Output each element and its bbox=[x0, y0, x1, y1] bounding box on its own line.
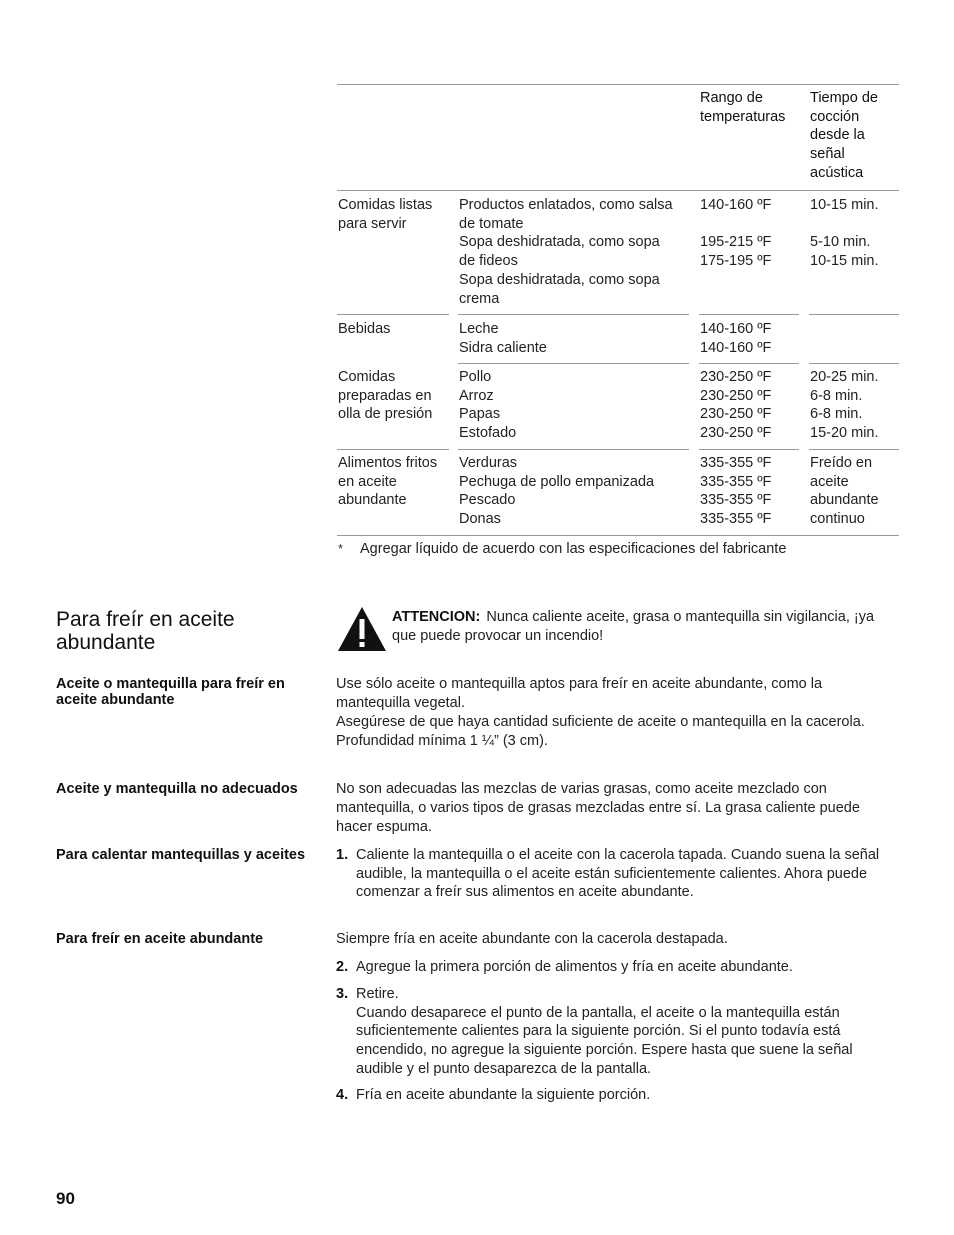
step-number: 4. bbox=[336, 1087, 349, 1103]
warning-label: ATTENCION: bbox=[392, 609, 481, 625]
oil-paragraph: Use sólo aceite o mantequilla aptos para freír en aceite abundante, como la mantequilla vegetal. Asegúrese de que haya cantidad suficiente de aceite o mantequilla en la cacerola. Profundidad mínima 1 ¼” (3 cm). bbox=[336, 676, 865, 749]
header-cooking-time: Tiempo de cocción desde la señal acústica bbox=[810, 90, 878, 181]
table-bottom-rule bbox=[337, 535, 899, 536]
subhead-fry: Para freír en aceite abundante bbox=[56, 931, 264, 947]
table-top-rule bbox=[337, 84, 899, 85]
table-row-ranges: 230-250 ºF 230-250 ºF 230-250 ºF 230-250 ºF bbox=[700, 369, 772, 442]
page-number: 90 bbox=[56, 1189, 75, 1208]
table-row-times: 20-25 min. 6-8 min. 6-8 min. 15-20 min. bbox=[810, 369, 879, 442]
unsuitable-paragraph: No son adecuadas las mezclas de varias grasas, como aceite mezclado con mantequilla, o varios tipos de grasas mezcladas entre sí. La grasa caliente puede hacer espuma. bbox=[336, 781, 860, 835]
row-rule bbox=[699, 449, 799, 450]
row-rule bbox=[458, 449, 689, 450]
table-row-category: Comidas preparadas en olla de presión bbox=[338, 369, 433, 423]
step-number: 2. bbox=[336, 959, 349, 975]
table-row-times: 10-15 min. 5-10 min. 10-15 min. bbox=[810, 197, 879, 270]
table-row-category: Alimentos fritos en aceite abundante bbox=[338, 455, 438, 509]
table-row-items: Leche Sidra caliente bbox=[459, 321, 547, 356]
footnote-mark: * bbox=[338, 541, 344, 556]
row-rule bbox=[337, 449, 449, 450]
table-row-items: Verduras Pechuga de pollo empanizada Pescado Donas bbox=[459, 455, 655, 528]
fry-intro: Siempre fría en aceite abundante con la cacerola destapada. bbox=[336, 931, 728, 947]
row-rule bbox=[809, 314, 899, 315]
step-4: 4. Fría en aceite abundante la siguiente porción. bbox=[336, 1087, 651, 1103]
row-rule bbox=[337, 314, 449, 315]
table-row-items: Pollo Arroz Papas Estofado bbox=[459, 369, 517, 442]
table-row-items: Productos enlatados, como salsa de tomate Sopa deshidratada, como sopa de fideos Sopa deshidratada, como sopa crema bbox=[459, 197, 673, 307]
table-row-ranges: 335-355 ºF 335-355 ºF 335-355 ºF 335-355 ºF bbox=[700, 455, 772, 528]
subhead-oil: Aceite o mantequilla para freír en aceite abundante bbox=[56, 676, 285, 708]
row-rule bbox=[458, 363, 689, 364]
row-rule bbox=[699, 363, 799, 364]
subhead-heat: Para calentar mantequillas y aceites bbox=[56, 847, 306, 863]
row-rule bbox=[809, 363, 899, 364]
subhead-unsuitable: Aceite y mantequilla no adecuados bbox=[56, 781, 298, 797]
warning-triangle-icon bbox=[337, 606, 387, 652]
row-rule bbox=[809, 449, 899, 450]
table-row-times: Freído en aceite abundante continuo bbox=[810, 455, 879, 528]
header-rule bbox=[337, 190, 899, 191]
table-row-category: Bebidas bbox=[338, 321, 391, 337]
table-footnote: Agregar líquido de acuerdo con las especificaciones del fabricante bbox=[360, 541, 787, 557]
section-title: Para freír en aceite abundante bbox=[56, 608, 235, 654]
table-row-ranges: 140-160 ºF 140-160 ºF bbox=[700, 321, 772, 356]
warning-message: ATTENCION: Nunca caliente aceite, grasa o mantequilla sin vigilancia, ¡ya que puede provocar un incendio! bbox=[392, 609, 875, 644]
step-2: 2. Agregue la primera porción de alimentos y fría en aceite abundante. bbox=[336, 959, 793, 975]
step-3: 3. Retire. Cuando desaparece el punto de la pantalla, el aceite o la mantequilla están suficientemente calientes para la siguiente porción. Si el punto todavía está encendido, no agregue la siguiente porción. Espere hasta que suene la señal audible y el punto desaparezca de la pantalla. bbox=[336, 986, 853, 1077]
table-row-category: Comidas listas para servir bbox=[338, 197, 433, 232]
step-1: 1. Caliente la mantequilla o el aceite con la cacerola tapada. Cuando suena la señal audible, la mantequilla o el aceite están suficientemente calientes. Ahora puede comenzar a freír sus alimentos en aceite abundante. bbox=[336, 847, 880, 901]
step-number: 1. bbox=[336, 847, 349, 863]
row-rule bbox=[699, 314, 799, 315]
row-rule bbox=[458, 314, 689, 315]
header-temperature-range: Rango de temperaturas bbox=[700, 90, 786, 125]
table-row-ranges: 140-160 ºF 195-215 ºF 175-195 ºF bbox=[700, 197, 772, 270]
step-number: 3. bbox=[336, 986, 349, 1002]
